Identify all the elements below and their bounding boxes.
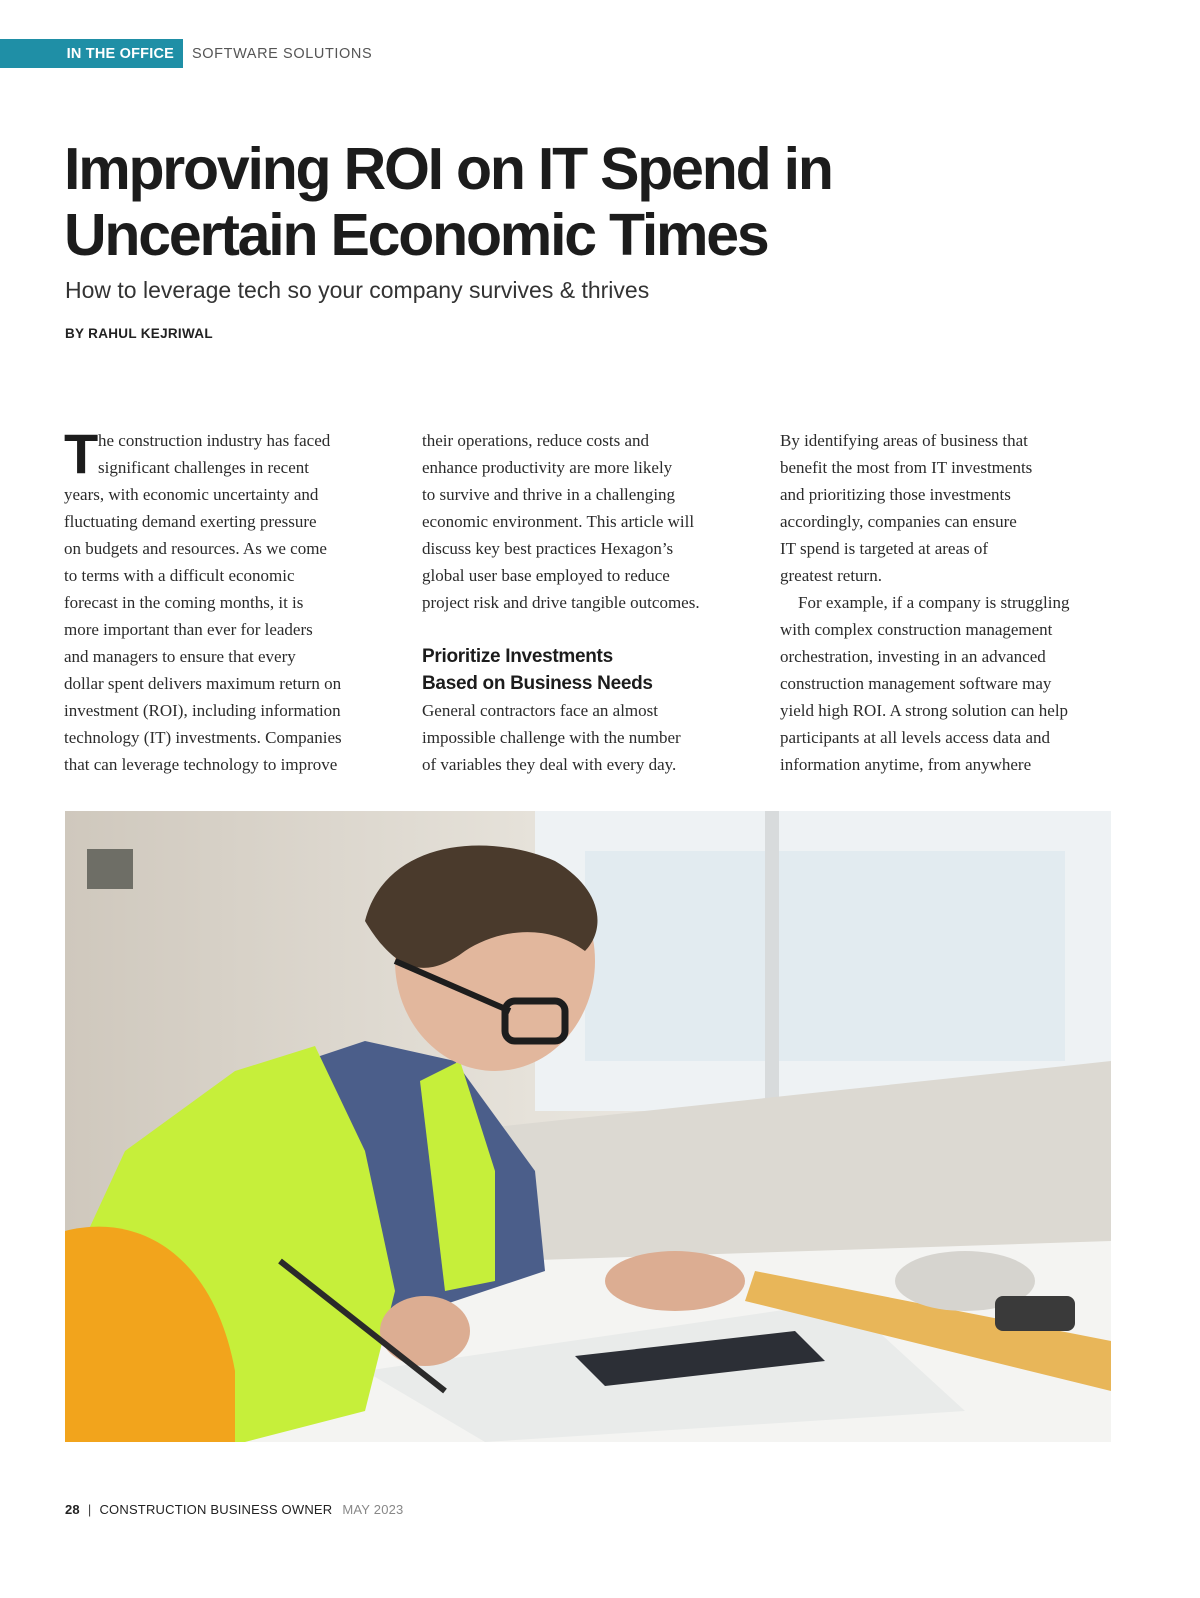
wall-fixture [87,849,133,889]
drop-cap: T [64,422,99,485]
article-deck: How to leverage tech so your company survives & thrives [65,277,650,303]
body-line: and prioritizing those investments [780,485,1011,504]
body-line: their operations, reduce costs and [422,431,650,450]
issue-date: MAY 2023 [342,1502,404,1517]
body-line: more important than ever for leaders [64,620,313,639]
body-line: of variables they deal with every day. [422,755,677,774]
body-line: to terms with a difficult economic [64,566,295,585]
body-line: benefit the most from IT investments [780,458,1033,477]
body-line: dollar spent delivers maximum return on [64,674,342,693]
body-line: he construction industry has faced [98,431,331,450]
body-line: orchestration, investing in an advanced [780,647,1046,666]
body-line: impossible challenge with the number [422,728,681,747]
body-line: construction management software may [780,674,1052,693]
body-line: with complex construction management [780,620,1053,639]
body-line: participants at all levels access data and [780,728,1050,747]
body-line: economic environment. This article will [422,512,695,531]
body-line: global user base employed to reduce [422,566,670,585]
body-column-2 [422,427,752,778]
body-line: and managers to ensure that every [64,647,296,666]
article-title [64,136,964,268]
body-column-3 [780,427,1120,778]
body-line: years, with economic uncertainty and [64,485,319,504]
subhead-line-1: Prioritize Investments [422,646,613,667]
body-line: forecast in the coming months, it is [64,593,304,612]
typing-hand [605,1251,745,1311]
subhead-line-2: Based on Business Needs [422,673,653,694]
photo-illustration [65,811,1111,1442]
body-line: accordingly, companies can ensure [780,512,1017,531]
title-line-1: Improving ROI on IT Spend in [64,136,832,202]
publication-name: CONSTRUCTION BUSINESS OWNER [99,1502,333,1517]
body-line: fluctuating demand exerting pressure [64,512,317,531]
article-photo [65,811,1111,1442]
body-line: discuss key best practices Hexagon’s [422,539,674,558]
body-line: greatest return. [780,566,882,585]
body-line: that can leverage technology to improve [64,755,338,774]
body-line: technology (IT) investments. Companies [64,728,342,747]
byline: BY RAHUL KEJRIWAL [65,326,213,341]
footer-separator: | [87,1502,92,1517]
body-line: General contractors face an almost [422,701,658,720]
body-line: IT spend is targeted at areas of [780,539,989,558]
writing-hand [380,1296,470,1366]
body-line: on budgets and resources. As we come [64,539,327,558]
body-line: yield high ROI. A strong solution can help [780,701,1069,720]
body-line: project risk and drive tangible outcomes. [422,593,700,612]
body-column-1 [64,422,394,778]
body-line: information anytime, from anywhere [780,755,1032,774]
page-number: 28 [65,1502,80,1517]
section-subtitle: SOFTWARE SOLUTIONS [192,45,373,62]
title-line-2: Uncertain Economic Times [64,202,768,268]
section-tag: IN THE OFFICE [0,39,183,68]
body-line: For example, if a company is struggling [798,593,1070,612]
body-line: significant challenges in recent [98,458,309,477]
body-line: By identifying areas of business that [780,431,1028,450]
page-footer [65,1502,403,1517]
section-header [0,39,372,68]
body-line: investment (ROI), including information [64,701,341,720]
body-line: enhance productivity are more likely [422,458,673,477]
body-line: to survive and thrive in a challenging [422,485,676,504]
